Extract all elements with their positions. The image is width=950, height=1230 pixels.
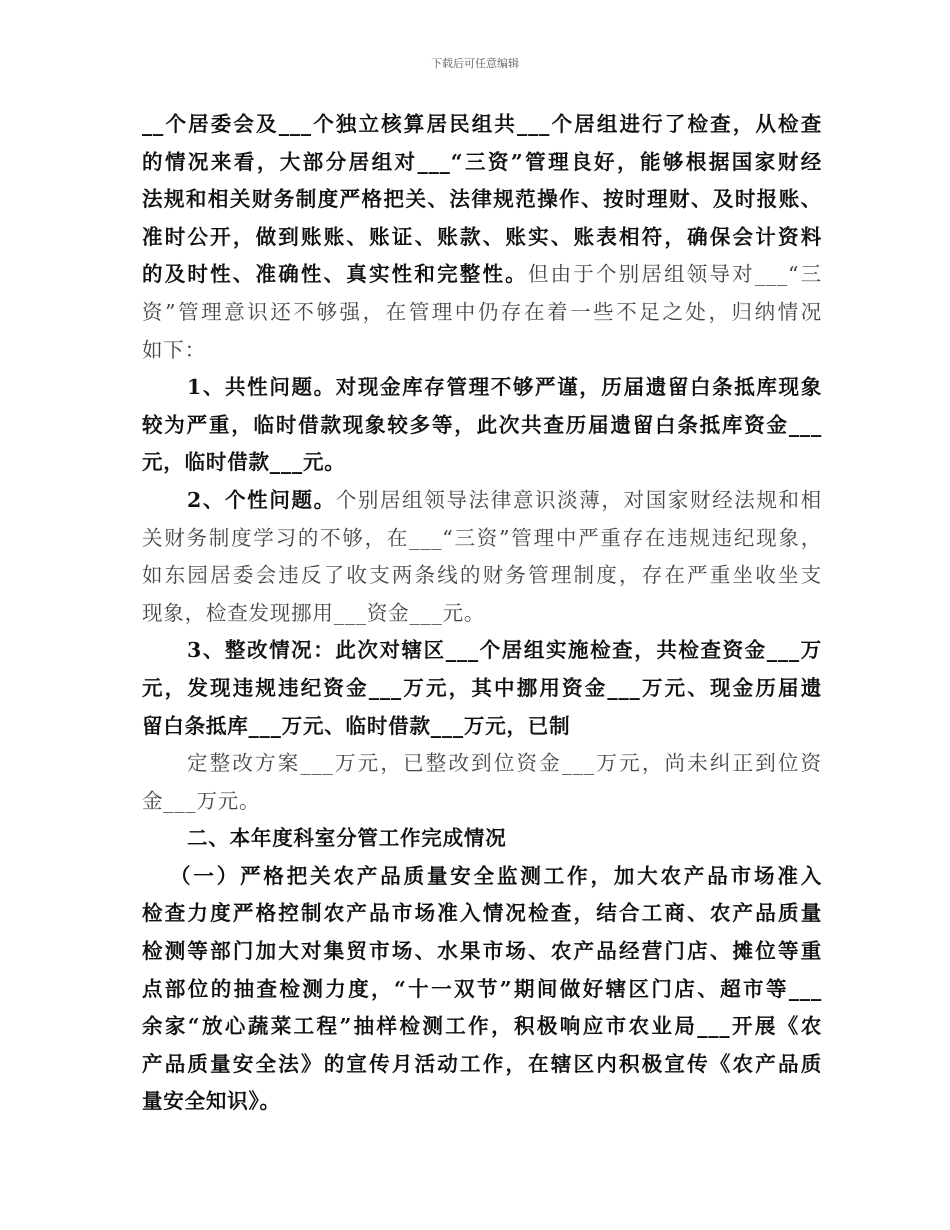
- text-line: 1、共性问题。对现金库存管理不够严谨，历届遗留白条抵库现象: [187, 375, 822, 400]
- text-segment: 的及时性、准确性、真实性和完整性。: [142, 262, 528, 287]
- text-line: （一）严格把关农产品质量安全监测工作，加大农产品市场准入: [170, 863, 822, 888]
- text-line: 留白条抵库___万元、临时借款___万元，已制: [142, 713, 571, 738]
- text-line: 现象，检查发现挪用___资金___元。: [142, 600, 486, 625]
- text-segment: 个别居组领导法律意识淡薄，对国家财经法规和相: [335, 487, 822, 512]
- text-line: 二、本年度科室分管工作完成情况: [187, 826, 507, 851]
- text-line: 法规和相关财务制度严格把关、法律规范操作、按时理财、及时报账、: [142, 187, 822, 212]
- text-line: 较为严重，临时借款现象较多等，此次共查历届遗留白条抵库资金___: [142, 412, 822, 437]
- text-line: [142, 482, 822, 520]
- text-segment: 2、个性问题。: [187, 487, 336, 512]
- text-segment: 但由于个别居组领导对___“三: [527, 262, 822, 287]
- text-line: 关财务制度学习的不够，在___“三资”管理中严重存在违规违纪现象，: [142, 525, 822, 550]
- text-line: 金___万元。: [142, 788, 261, 813]
- text-line: [142, 256, 822, 294]
- text-line: __个居委会及___个独立核算居民组共___个居组进行了检查，从检查: [142, 112, 822, 136]
- document-body: [142, 106, 822, 1121]
- text-line: 元，临时借款___元。: [142, 450, 346, 475]
- text-line: 定整改方案___万元，已整改到位资金___万元，尚未纠正到位资: [187, 751, 822, 776]
- text-line: 如下：: [142, 337, 206, 362]
- text-line: 检查力度严格控制农产品市场准入情况检查，结合工商、农产品质量: [142, 901, 822, 926]
- text-line: 元，发现违规违纪资金___万元，其中挪用资金___万元、现金历届遗: [142, 675, 822, 700]
- text-line: 3、整改情况：此次对辖区___个居组实施检查，共检查资金___万: [187, 638, 822, 663]
- text-line: 余家“放心蔬菜工程”抽样检测工作，积极响应市农业局___开展《农: [142, 1014, 822, 1039]
- text-line: 准时公开，做到账账、账证、账款、账实、账表相符，确保会计资料: [142, 224, 822, 249]
- text-line: 的情况来看，大部分居组对___“三资”管理良好，能够根据国家财经: [142, 149, 822, 174]
- text-line: 产品质量安全法》的宣传月活动工作，在辖区内积极宣传《农产品质: [142, 1051, 822, 1076]
- text-line: 量安全知识》。: [142, 1089, 281, 1114]
- text-line: 资”管理意识还不够强，在管理中仍存在着一些不足之处，归纳情况: [142, 299, 822, 324]
- text-line: 点部位的抽查检测力度，“十一双节”期间做好辖区门店、超市等___: [142, 976, 822, 1001]
- text-line: 检测等部门加大对集贸市场、水果市场、农产品经营门店、摊位等重: [142, 939, 822, 964]
- text-line: 如东园居委会违反了收支两条线的财务管理制度，存在严重坐收坐支: [142, 563, 822, 588]
- page-header: 下载后可任意编辑: [431, 57, 519, 70]
